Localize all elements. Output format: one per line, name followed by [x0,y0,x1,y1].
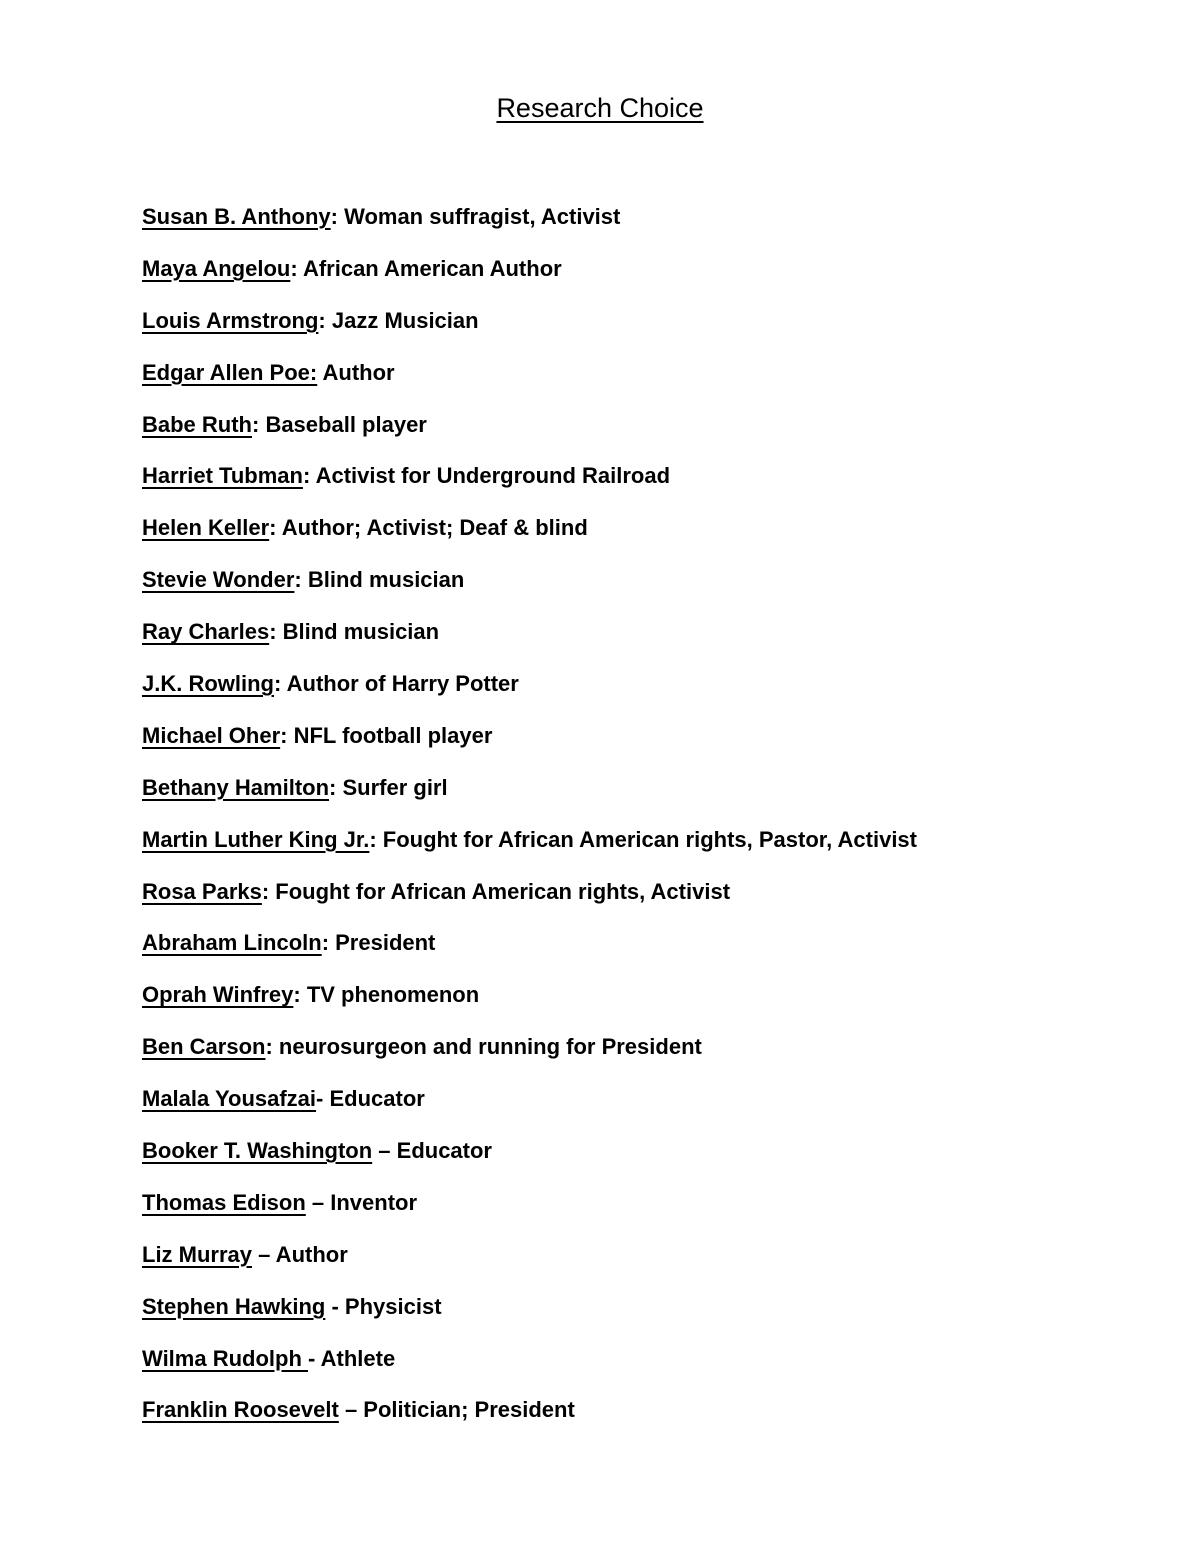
person-description: : Woman suffragist, Activist [330,204,621,229]
list-item [142,1290,1142,1342]
person-name: Liz Murray [142,1241,253,1267]
person-description: : Activist for Underground Railroad [302,463,671,489]
person-name: Rosa Parks [142,878,262,904]
list-item [142,926,1142,978]
person-description: - Athlete [308,1345,396,1371]
person-description: - Physicist [325,1293,442,1319]
person-name: Oprah Winfrey [142,982,294,1008]
list-item [142,823,1142,875]
list-item [142,459,1142,511]
person-name: Harriet Tubman [142,463,303,489]
person-description: : Blind musician [294,567,465,593]
person-description: – Politician; President [338,1397,575,1423]
person-name: Louis Armstrong [142,307,319,333]
list-item [142,875,1142,927]
list-item [142,1030,1142,1082]
person-name: Babe Ruth [142,411,252,437]
person-name: Edgar Allen Poe: [142,359,318,385]
list-item [142,771,1142,823]
list-item [142,1082,1142,1134]
person-description: : Author; Activist; Deaf & blind [269,515,588,541]
person-name: Malala Yousafzai [142,1086,317,1112]
list-item [142,304,1142,356]
person-description: : NFL football player [280,722,493,748]
list-item [142,1186,1142,1238]
person-description: – Inventor [305,1189,418,1215]
person-description: Author [317,359,395,385]
person-name: Maya Angelou [142,255,291,281]
person-name: Thomas Edison [142,1189,306,1215]
document-title [0,90,1200,126]
person-name: Helen Keller [142,515,270,541]
list-item [142,200,1142,252]
person-name: Ray Charles [142,619,270,645]
list-item [142,356,1142,408]
person-description: – Author [252,1241,348,1267]
person-name: Abraham Lincoln [142,930,322,956]
person-name: J.K. Rowling [142,671,274,697]
person-description: : Surfer girl [329,774,448,800]
list-item [142,615,1142,667]
list-item [142,1238,1142,1290]
person-description: : Jazz Musician [318,307,479,333]
person-description: : President [321,930,436,956]
person-name: Wilma Rudolph [142,1345,309,1371]
person-name: Stephen Hawking [142,1293,326,1319]
person-description: : Blind musician [269,619,440,645]
list-item [142,563,1142,615]
list-item [142,719,1142,771]
document-title-text: Research Choice [496,93,704,123]
person-description: : Baseball player [252,411,427,437]
list-item [142,1393,1142,1445]
person-name: Martin Luther King Jr. [142,826,370,852]
person-description: : Author of Harry Potter [274,671,519,697]
person-description: : neurosurgeon and running for President [265,1034,702,1060]
person-description: : Fought for African American rights, Activist [261,878,731,904]
person-name: Bethany Hamilton [142,774,330,800]
person-description: – Educator [372,1138,492,1164]
person-description: - Educator [316,1086,425,1112]
list-item [142,408,1142,460]
person-description: : TV phenomenon [293,982,480,1008]
person-name: Susan B. Anthony [142,204,331,229]
list-item [142,252,1142,304]
list-item [142,978,1142,1030]
person-description: : African American Author [290,255,562,281]
list-item [142,511,1142,563]
person-description: : Fought for African American rights, Pastor, Activist [369,826,917,852]
list-item [142,1342,1142,1394]
person-name: Michael Oher [142,722,281,748]
person-name: Stevie Wonder [142,567,295,593]
list-item [142,667,1142,719]
person-name: Booker T. Washington [142,1138,373,1164]
person-name: Franklin Roosevelt [142,1397,339,1423]
list-item [142,1134,1142,1186]
person-name: Ben Carson [142,1034,266,1060]
research-choice-list [142,200,1142,1445]
